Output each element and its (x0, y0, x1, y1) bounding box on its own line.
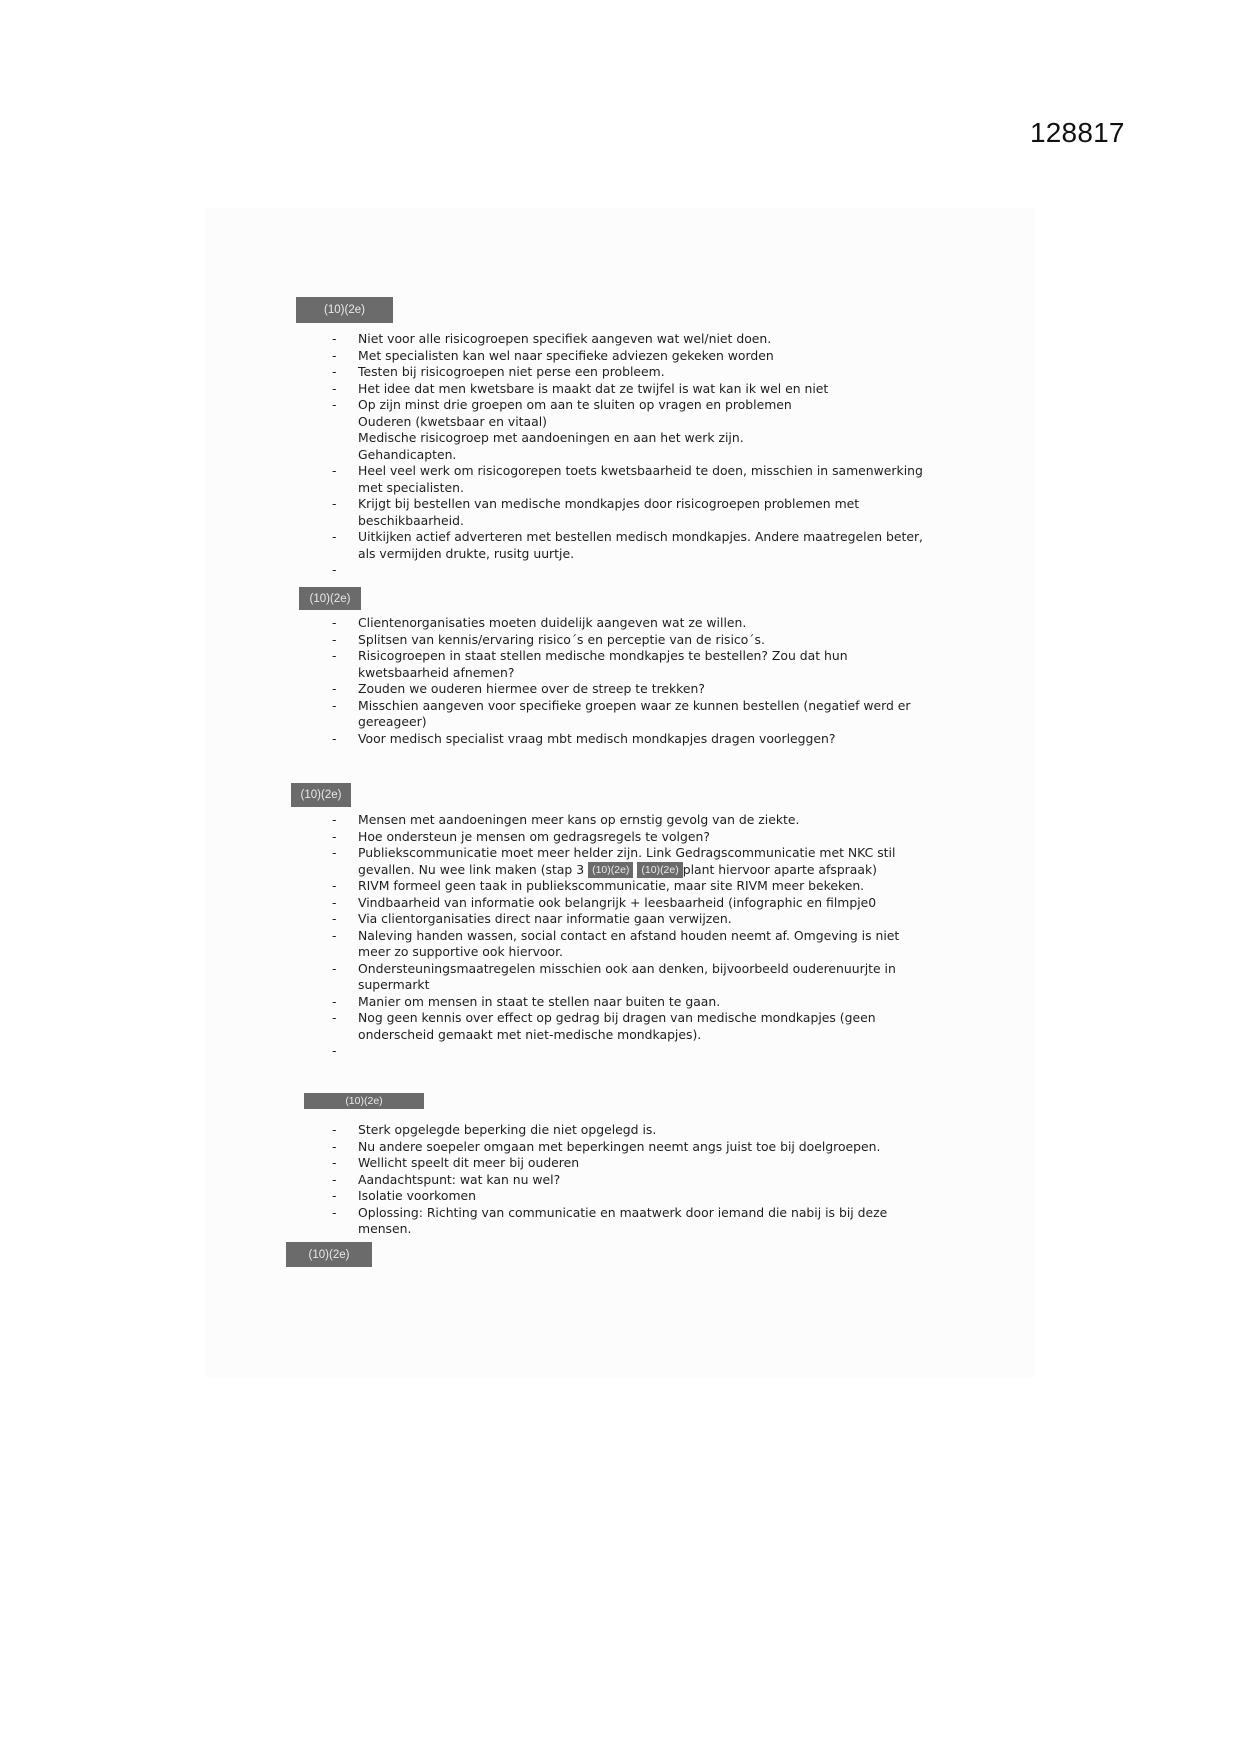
list-item-continuation: beschikbaarheid. (358, 512, 464, 528)
inline-redaction: (10)(2e) (588, 862, 633, 878)
list-item: - Via clientorganisaties direct naar informatie gaan verwijzen. (332, 911, 732, 926)
list-item: - Risicogroepen in staat stellen medische mondkapjes te bestellen? Zou dat hun (332, 648, 848, 663)
list-item: - Mensen met aandoeningen meer kans op ernstig gevolg van de ziekte. (332, 812, 800, 827)
list-item: - Zouden we ouderen hiermee over de streep te trekken? (332, 681, 705, 696)
list-item-continuation: meer zo supportive ook hiervoor. (358, 944, 563, 959)
list-item: - Met specialisten kan wel naar specifieke adviezen gekeken worden (332, 347, 774, 363)
list-item: - Publiekscommunicatie moet meer helder zijn. Link Gedragscommunicatie met NKC stil (332, 845, 896, 860)
redaction-block: (10)(2e) (286, 1242, 372, 1267)
list-item: - Manier om mensen in staat te stellen naar buiten te gaan. (332, 993, 721, 1009)
list-item: - Het idee dat men kwetsbare is maakt dat ze twijfel is wat kan ik wel en niet (332, 380, 829, 396)
list-item: - Heel veel werk om risicogorepen toets kwetsbaarheid te doen, misschien in samenwerking (332, 463, 923, 478)
list-item: - Nu andere soepeler omgaan met beperkingen neemt angs juist toe bij doelgroepen. (332, 1138, 881, 1154)
inline-redaction: (10)(2e) (637, 862, 682, 878)
notes-list: - Mensen met aandoeningen meer kans op ernstig gevolg van de ziekte. - Hoe ondersteun je mensen om gedragsregels te volgen? - Publiekscommunicatie moet meer helder zijn. Link Gedragscommunicatie met NKC stil gevallen. Nu wee link maken (stap 3 (10)(2e) (10)(2e) plant hiervoor aparte afspraak) - RIVM formeel geen taak in publiekscommunicatie, maar site RIVM meer bekeken. - Vindbaarheid van informatie ook belangrijk + leesbaarheid (infographic en filmpje0 - Via clientorganisaties direct naar informatie gaan verwijzen. - Naleving handen wassen, social contact en afstand houden neemt af. Omgeving is niet meer zo supportive ook hiervoor. - Ondersteuningsmaatregelen misschien ook aan denken, bijvoorbeeld ouderenuurjte in supermarkt - Manier om mensen in staat te stellen naar buiten te gaan. - Nog geen kennis over effect op gedrag bij dragen van medische mondkapjes (geen onderscheid gemaakt met niet-medische mondkapjes). - (0, 812, 899, 1043)
list-item: - Voor medisch specialist vraag mbt medisch mondkapjes dragen voorleggen? (332, 730, 836, 746)
list-item: - Testen bij risicogroepen niet perse een probleem. (332, 364, 665, 379)
list-item: - Isolatie voorkomen (332, 1188, 477, 1203)
list-item: - Sterk opgelegde beperking die niet opgelegd is. (332, 1122, 657, 1137)
list-item-continuation: als vermijden drukte, rusitg uurtje. (358, 545, 575, 561)
list-item-continuation: gereageer) (358, 714, 427, 729)
notes-list (0, 615, 911, 747)
redaction-block: (10)(2e) (304, 1093, 424, 1109)
redaction-block: (10)(2e) (291, 783, 351, 807)
list-item: - Wellicht speelt dit meer bij ouderen (332, 1155, 580, 1170)
list-item-continuation: Medische risicogroep met aandoeningen en aan het werk zijn. (358, 430, 744, 445)
list-item: - Niet voor alle risicogroepen specifiek aangeven wat wel/niet doen. (332, 331, 772, 346)
list-item: - Naleving handen wassen, social contact en afstand houden neemt af. Omgeving is niet (332, 927, 900, 943)
redaction-block: (10)(2e) (296, 297, 393, 323)
list-item-continuation: onderscheid gemaakt met niet-medische mondkapjes). (358, 1026, 702, 1042)
list-item: - Aandachtspunt: wat kan nu wel? (332, 1171, 561, 1187)
list-item: - Oplossing: Richting van communicatie en maatwerk door iemand die nabij is bij deze (332, 1204, 888, 1220)
list-item: - Nog geen kennis over effect op gedrag bij dragen van medische mondkapjes (geen (332, 1010, 876, 1025)
list-item: - Uitkijken actief adverteren met bestellen medisch mondkapjes. Andere maatregelen beter, (332, 529, 924, 544)
notes-list (0, 1122, 887, 1238)
list-item: - Hoe ondersteun je mensen om gedragsregels te volgen? (332, 828, 710, 844)
list-item-continuation: mensen. (358, 1221, 412, 1236)
list-item: - Vindbaarheid van informatie ook belangrijk + leesbaarheid (infographic en filmpje0 (332, 894, 877, 910)
list-item-continuation: kwetsbaarheid afnemen? (358, 664, 515, 680)
list-item: - Misschien aangeven voor specifieke groepen waar ze kunnen bestellen (negatief werd er (332, 697, 911, 713)
list-item: - RIVM formeel geen taak in publiekscommunicatie, maar site RIVM meer bekeken. (332, 878, 865, 893)
document-number: 128817 (1030, 117, 1125, 148)
list-item: - Ondersteuningsmaatregelen misschien ook aan denken, bijvoorbeeld ouderenuurjte in (332, 960, 896, 976)
list-item-continuation: Ouderen (kwetsbaar en vitaal) (358, 413, 548, 429)
list-item-continuation: met specialisten. (358, 479, 464, 495)
list-item-continuation: supermarkt (358, 977, 430, 992)
list-item: - Krijgt bij bestellen van medische mondkapjes door risicogroepen problemen met (332, 496, 860, 511)
list-item: - Op zijn minst drie groepen om aan te sluiten op vragen en problemen (332, 397, 792, 412)
list-item-continuation: Gehandicapten. (358, 446, 457, 462)
list-item: - Splitsen van kennis/ervaring risico´s en perceptie van de risico´s. (332, 631, 765, 647)
notes-list: - Niet voor alle risicogroepen specifiek aangeven wat wel/niet doen. - Met specialisten kan wel naar specifieke adviezen gekeken worden - Testen bij risicogroepen niet perse een probleem. - Het idee dat men kwetsbare is maakt dat ze twijfel is wat kan ik wel en niet - Op zijn minst drie groepen om aan te sluiten op vragen en problemen Ouderen (kwetsbaar en vitaal) Medische risicogroep met aandoeningen en aan het werk zijn. Gehandicapten. - Heel veel werk om risicogorepen toets kwetsbaarheid te doen, misschien in samenwerking met specialisten. - Krijgt bij bestellen van medische mondkapjes door risicogroepen problemen met beschikbaarheid. - Uitkijken actief adverteren met bestellen medisch mondkapjes. Andere maatregelen beter, als vermijden drukte, rusitg uurtje. - (0, 331, 923, 562)
redaction-block: (10)(2e) (299, 587, 361, 610)
list-item-continuation: gevallen. Nu wee link maken (stap 3 (10)(2e) (10)(2e) plant hiervoor aparte afspraak) (358, 861, 877, 877)
list-item: - Clientenorganisaties moeten duidelijk aangeven wat ze willen. (332, 615, 747, 630)
